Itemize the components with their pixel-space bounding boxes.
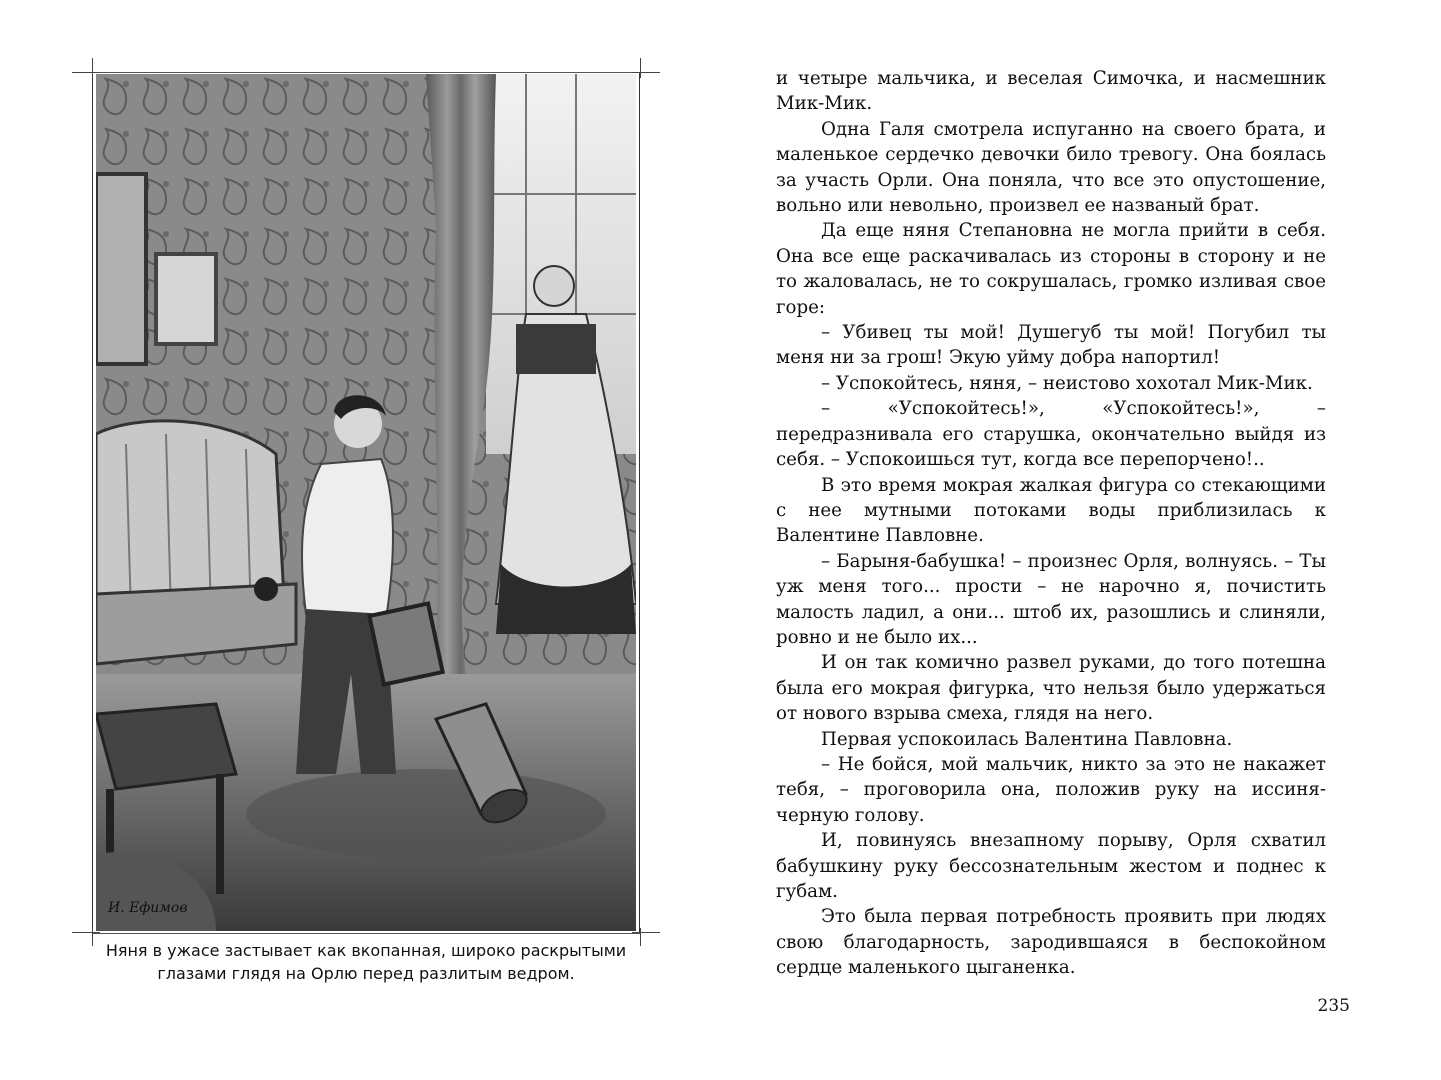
frame-tick	[632, 72, 660, 73]
illustration-image	[96, 74, 636, 931]
illustration-signature: И. Ефимов	[108, 900, 188, 916]
paragraph: – Убивец ты мой! Душегуб ты мой! Погубил ты меня ни за грош! Экую уйму добра напортил!	[776, 322, 1326, 369]
paragraph: – Успокойтесь, няня, – неистово хохотал Мик-Мик.	[821, 372, 1313, 394]
paragraph: В это время мокрая жалкая фигура со стекающими с нее мутными потоками воды приблизилась к Валентине Павловне.	[776, 474, 1326, 547]
left-page	[0, 0, 720, 1080]
frame-tick	[640, 928, 641, 946]
caption-line: глазами глядя на Орлю перед разлитым ведром.	[157, 964, 575, 983]
frame-tick	[72, 932, 100, 933]
paragraph: и четыре мальчика, и веселая Симочка, и насмешник Мик-Мик.	[776, 68, 1326, 115]
paragraph: Да еще няня Степановна не могла прийти в себя. Она все еще раскачивалась из стороны в сторону и не то жаловалась, не то сокрушалась, громко изливая свое горе:	[776, 220, 1326, 318]
illustration-caption	[96, 939, 636, 985]
page-number: 235	[1317, 996, 1350, 1016]
paragraph: – «Успокойтесь!», «Успокойтесь!», – передразнивала его старушка, окончательно выйдя из себя. – Успокоишься тут, когда все перепорчено!..	[776, 398, 1326, 471]
right-page	[776, 66, 1326, 981]
paragraph: – Не бойся, мой мальчик, никто за это не накажет тебя, – проговорила она, положив руку на иссиня-черную голову.	[776, 753, 1326, 826]
body-text	[776, 66, 1326, 981]
frame-tick	[640, 58, 641, 78]
paragraph: Это была первая потребность проявить при людях свою благодарность, зародившаяся в беспокойном сердце маленького цыганенка.	[776, 906, 1326, 979]
caption-line: Няня в ужасе застывает как вкопанная, широко раскрытыми	[105, 941, 627, 960]
paragraph: Первая успокоилась Валентина Павловна.	[821, 728, 1233, 750]
frame-tick	[632, 932, 660, 933]
paragraph: – Барыня-бабушка! – произнес Орля, волнуясь. – Ты уж меня того... прости – не нарочно я, почистить малость ладил, а они... штоб их, разошлись и слиняли, ровно и не было их...	[776, 550, 1326, 648]
frame-tick	[92, 58, 93, 78]
paragraph: И, повинуясь внезапному порыву, Орля схватил бабушкину руку бессознательным жестом и поднес к губам.	[776, 830, 1326, 902]
frame-tick	[72, 72, 100, 73]
paragraph: И он так комично развел руками, до того потешна была его мокрая фигурка, что нельзя было удержаться от нового взрыва смеха, глядя на него.	[776, 652, 1326, 725]
paragraph: Одна Галя смотрела испуганно на своего брата, и маленькое сердечко девочки било тревогу. Она боялась за участь Орли. Она поняла, что все это опустошение, вольно или невольно, произвел ее названый брат.	[776, 118, 1326, 217]
frame-tick	[92, 928, 93, 946]
